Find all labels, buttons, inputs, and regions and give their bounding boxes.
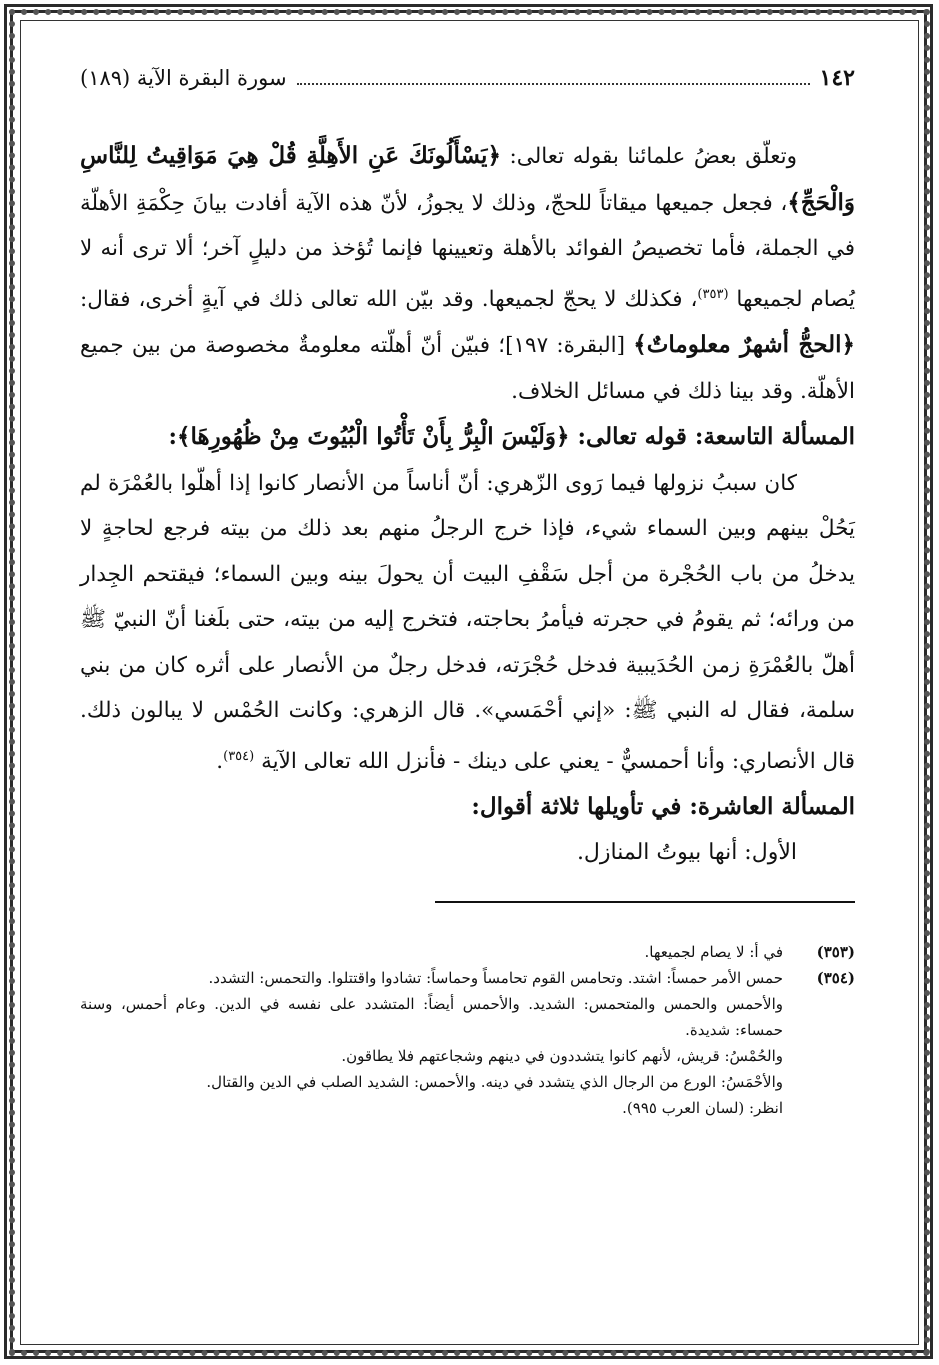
- footnote-ref-353: (٣٥٣): [697, 286, 729, 302]
- footnote-354-line: انظر: (لسان العرب ٩٩٥).: [622, 1099, 783, 1118]
- paragraph-2-text: كان سببُ نزولها فيما رَوى الزّهري: أنّ أناساً من الأنصار كانوا إذا أهلّوا بالعُمْرَة لم يَحُلْ بينهم وبين السماء شيء، فإذا خرج الرجلُ منهم بعد ذلك من بيته فرجع لحاجةٍ لا يدخلُ من باب الحُجْرة من أجل سَقْفِ البيت أن يحولَ بينه وبين السماء؛ فيقتحم الجِدار من ورائه؛ ثم يقومُ في حجرته فيأمرُ بحاجته، فتخرج إليه من بيته، حتى بلَغنا أنّ النبيّ ﷺ أهلّ بالعُمْرَةِ زمن الحُدَيبية فدخل حُجْرَته، فدخل رجلٌ من الأنصار على أثره كان من بني سلمة، فقال له النبي ﷺ: «إني أحْمَسي». قال الزهري: وكانت الحُمْس لا يبالون ذلك. قال الأنصاري: وأنا أحمسيٌّ - يعني على دينك - فأنزل الله تعالى الآية: [80, 470, 855, 774]
- quran-quote-3: ﴿وَلَيْسَ الْبِرُّ بِأَنْ تَأْتُوا الْبُيُوتَ مِنْ ظُهُورِهَا﴾: [177, 423, 570, 451]
- document-page: [80, 55, 855, 1320]
- footnote-354-line: والأحمس والحمس والمتحمس: الشديد. والأحمس أيضاً: المتشدد على نفسه في الدين. وعام أحمس، وسنة حمساء: شديدة.: [80, 995, 783, 1040]
- heading-9-label: المسألة التاسعة: قوله تعالى:: [569, 423, 855, 451]
- page-number: ١٤٢: [819, 65, 855, 91]
- running-header: [80, 65, 855, 95]
- paragraph-1-text-d: [البقرة: ١٩٧]؛ فبيّن أنّ أهلّته معلومةٌ مخصوصة من بين جميع الأهلّة. وقد بينا ذلك في مسائل الخلاف.: [80, 333, 855, 404]
- footnote-354-line: والأحْمَسُ: الورع من الرجال الذي يتشدد في دينه. والأحمس: الشديد الصلب في الدين والقتال.: [206, 1073, 783, 1092]
- header-dot-leader: [297, 69, 810, 85]
- footnote-number: (٣٥٤): [816, 969, 855, 988]
- footnote-353: [80, 939, 855, 965]
- quran-quote-2: ﴿الحجُّ أشهرٌ معلوماتٌ﴾: [633, 331, 855, 359]
- paragraph-2: [80, 461, 855, 785]
- paragraph-2-end: .: [216, 748, 224, 774]
- paragraph-1-text-c: ، فكذلك لا يحجّ لجميعها. وقد بيّن الله تعالى ذلك في آيةٍ أخرى، فقال:: [80, 286, 698, 312]
- footnote-text: في أ: لا يصام لجميعها.: [644, 943, 783, 962]
- main-text: [80, 133, 855, 875]
- footnote-ref-354: (٣٥٤): [223, 748, 255, 764]
- footnote-354: [80, 965, 855, 991]
- footnote-separator: [435, 901, 855, 903]
- first-opinion: الأول: أنها بيوتُ المنازل.: [576, 839, 797, 865]
- paragraph-1: [80, 133, 855, 414]
- footnote-354-line: والحُمْسُ: قريش، لأنهم كانوا يتشددون في دينهم وشجاعتهم فلا يطاقون.: [341, 1047, 783, 1066]
- quran-quote-1: ﴿يَسْأَلُونَكَ عَنِ الأَهِلَّةِ قُلْ هِيَ مَوَاقِيتُ لِلنَّاسِ وَالْحَجِّ﴾: [80, 142, 855, 216]
- paragraph-1-text-b: ، فجعل جميعها ميقاتاً للحجّ، وذلك لا يجوزُ، لأنّ هذه الآية أفادت بيانَ حِكْمَةِ الأهلّة في الجملة، فأما تخصيصُ الفوائد بالأهلة وتعيينها فإنما تُؤخذ من دليلٍ آخر؛ ألا ترى أنه لا يُصام لجميعها: [80, 190, 855, 312]
- paragraph-1-text-a: وتعلّق بعضُ علمائنا بقوله تعالى:: [500, 144, 798, 169]
- section-heading-9: [80, 414, 855, 461]
- footnote-text: حمس الأمر حمساً: اشتد. وتحامس القوم تحامساً وحماساً: تشادوا واقتتلوا. والتحمس: التشدد.: [208, 969, 783, 988]
- header-title: سورة البقرة الآية (١٨٩): [80, 66, 287, 90]
- section-heading-10: المسألة العاشرة: في تأويلها ثلاثة أقوال:: [471, 793, 855, 821]
- heading-9-colon: :: [168, 423, 178, 451]
- footnote-number: (٣٥٣): [816, 943, 855, 962]
- footnotes: [80, 939, 855, 1121]
